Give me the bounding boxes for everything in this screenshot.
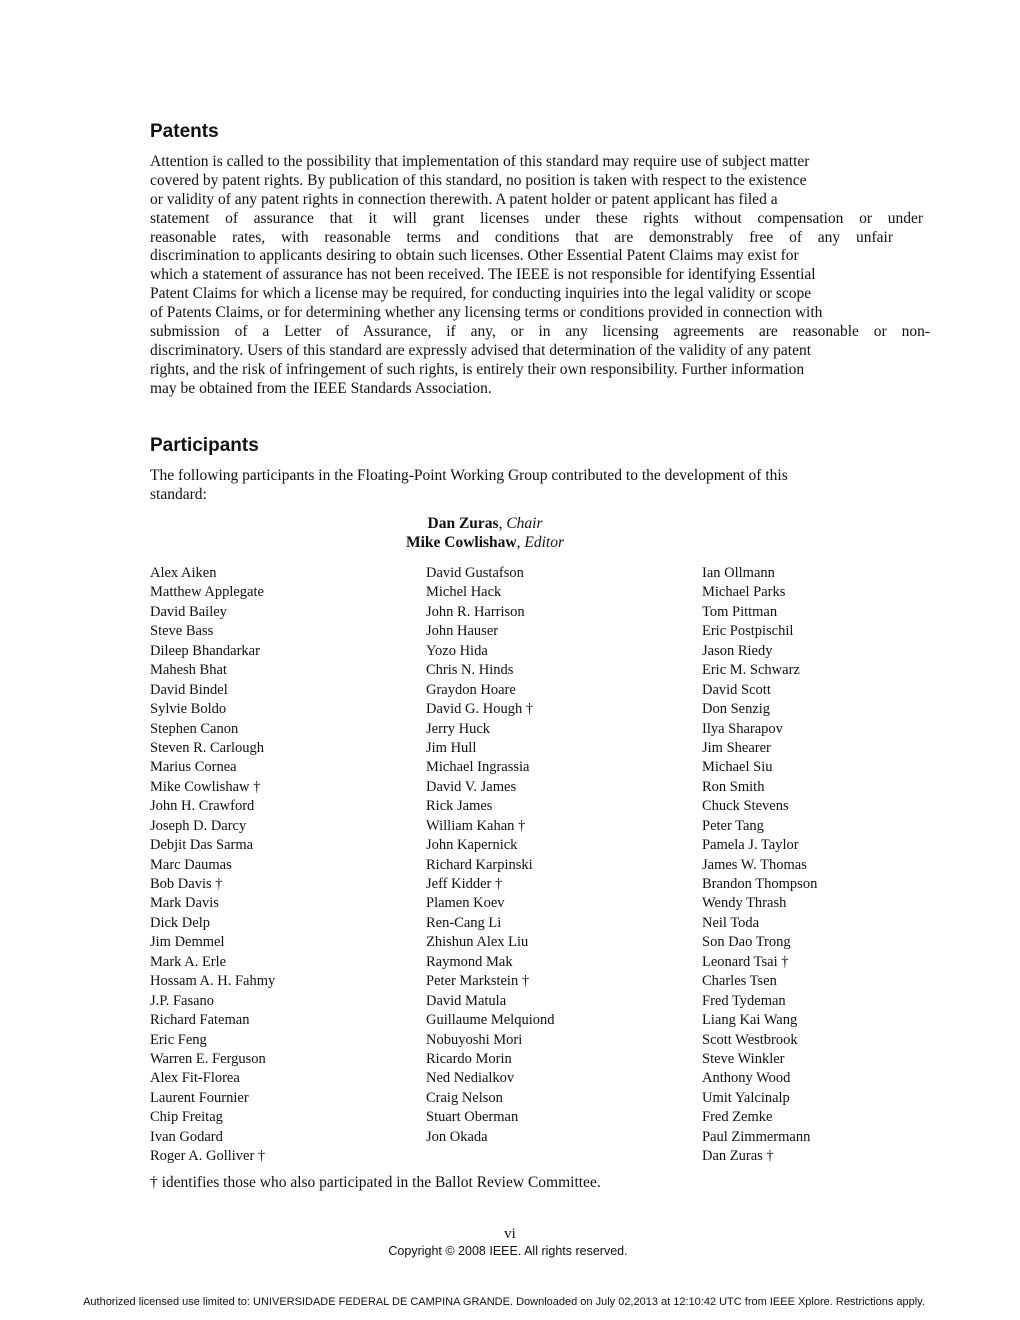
participant-name: Mark Davis	[150, 895, 219, 912]
editor-name: Mike Cowlishaw	[405, 534, 517, 551]
participant-name: Jeff Kidder †	[426, 876, 503, 892]
participant-name: Liang Kai Wang	[702, 1012, 798, 1029]
participant-name: John Hauser	[426, 623, 499, 640]
participant-name: Peter Markstein †	[426, 973, 530, 990]
participant-name: Alex Aiken	[150, 565, 217, 581]
patents-line: Attention is called to the possibility that implementation of this standard may require use of subject matter	[150, 153, 810, 170]
participant-name: Ned Nedialkov	[426, 1070, 515, 1087]
participant-name: Hossam A. H. Fahmy	[150, 973, 276, 990]
participant-name: Neil Toda	[702, 914, 760, 931]
participant-name: Mike Cowlishaw †	[150, 778, 261, 795]
participants-intro-line: The following participants in the Floating-Point Working Group contributed to the development of this	[150, 467, 788, 484]
participant-name: Zhishun Alex Liu	[426, 934, 529, 951]
participant-name: Chip Freitag	[150, 1109, 223, 1126]
participant-name: Stuart Oberman	[426, 1109, 519, 1126]
participant-name: Jon Okada	[426, 1128, 488, 1145]
participant-name: Eric Feng	[150, 1031, 207, 1048]
participant-name: Eric Postpischil	[702, 623, 794, 640]
participant-name: Graydon Hoare	[426, 681, 516, 698]
participant-name: Jim Shearer	[702, 739, 771, 756]
participant-name: John Kapernick	[426, 837, 518, 854]
participant-name: David Gustafson	[426, 565, 524, 581]
participant-name: Ian Ollmann	[702, 565, 775, 581]
participant-name: Fred Tydeman	[702, 992, 786, 1009]
participant-name: Stephen Canon	[150, 720, 239, 737]
participant-name: Sylvie Boldo	[150, 701, 227, 718]
participant-name: David Bindel	[150, 681, 228, 698]
ballot-committee-footnote: † identifies those who also participated in the Ballot Review Committee.	[150, 1174, 601, 1191]
participant-name: Ron Smith	[702, 778, 765, 795]
participant-name: John H. Crawford	[150, 798, 255, 815]
participant-name: Peter Tang	[702, 817, 764, 834]
participant-name: Scott Westbrook	[702, 1031, 798, 1048]
copyright-notice: Copyright © 2008 IEEE. All rights reserved.	[388, 1244, 628, 1258]
participant-name: Dileep Bhandarkar	[150, 642, 260, 659]
participant-name: Jerry Huck	[426, 720, 491, 737]
participant-name: Steven R. Carlough	[150, 739, 264, 756]
participant-name: John R. Harrison	[426, 603, 525, 620]
patents-line: discrimination to applicants desiring to obtain such licenses. Other Essential Patent Claims may exist for	[150, 247, 799, 265]
participant-name: Marius Cornea	[150, 759, 237, 776]
patents-line: submission of a Letter of Assurance, if any, or in any licensing agreements are reasonable or non-	[150, 323, 930, 341]
participant-name: Ilya Sharapov	[702, 720, 783, 737]
participant-name: J.P. Fasano	[150, 992, 215, 1009]
license-notice: Authorized licensed use limited to: UNIVERSIDADE FEDERAL DE CAMPINA GRANDE. Downloaded on July 02,2013 at 12:10:42 UTC from IEEE Xplore. Restrictions apply.	[83, 1296, 925, 1308]
participants-column-1	[150, 564, 275, 1167]
participant-name: Charles Tsen	[702, 973, 777, 990]
participant-name: Richard Fateman	[150, 1012, 250, 1029]
participant-name: Richard Karpinski	[426, 856, 533, 873]
participant-name: Bob Davis †	[150, 876, 223, 892]
participant-name: Don Senzig	[702, 701, 771, 718]
patents-line: may be obtained from the IEEE Standards Association.	[150, 379, 492, 397]
participant-name: Wendy Thrash	[702, 895, 787, 912]
participant-name: David G. Hough †	[426, 701, 534, 718]
patents-line: rights, and the risk of infringement of such rights, is entirely their own responsibility. Further information	[150, 360, 805, 378]
patents-line: or validity of any patent rights in connection therewith. A patent holder or patent applicant has filed a	[150, 190, 778, 208]
participant-name: David Matula	[426, 992, 507, 1009]
participants-intro-line: standard:	[150, 485, 207, 503]
participant-name: Plamen Koev	[426, 895, 505, 912]
participant-name: Mark A. Erle	[150, 953, 227, 970]
participant-name: Michael Siu	[702, 759, 773, 776]
patents-line: discriminatory. Users of this standard are expressly advised that determination of the validity of any patent	[150, 341, 812, 359]
participant-name: Brandon Thompson	[702, 876, 818, 892]
participant-name: Raymond Mak	[426, 953, 513, 970]
page-number: vi	[504, 1226, 516, 1242]
patents-paragraph	[150, 153, 930, 399]
participant-name: Son Dao Trong	[702, 934, 791, 951]
editor-line: Mike Cowlishaw, Editor	[405, 534, 565, 551]
participant-name: Eric M. Schwarz	[702, 662, 800, 679]
participant-name: Rick James	[426, 798, 493, 815]
participant-name: Jim Demmel	[150, 934, 225, 951]
patents-line: reasonable rates, with reasonable terms and conditions that are demonstrably free of any unfair	[150, 228, 893, 246]
chair-line: Dan Zuras, Chair	[427, 515, 543, 532]
patents-heading: Patents	[150, 121, 219, 142]
participant-name: Warren E. Ferguson	[150, 1050, 266, 1067]
participant-name: Yozo Hida	[426, 642, 488, 659]
participant-name: Umit Yalcinalp	[702, 1089, 790, 1106]
chair-name: Dan Zuras	[427, 515, 499, 532]
participant-name: William Kahan †	[426, 817, 526, 834]
participant-name: Steve Bass	[150, 623, 214, 640]
participants-column-2	[426, 564, 554, 1147]
patents-line: of Patents Claims, or for determining whether any licensing terms or conditions provided in connection with	[150, 304, 823, 322]
participants-intro	[150, 467, 788, 505]
patents-line: which a statement of assurance has not been received. The IEEE is not responsible for identifying Essential	[150, 266, 816, 284]
participants-heading: Participants	[150, 435, 259, 456]
participant-name: David Bailey	[150, 603, 227, 620]
patents-line: statement of assurance that it will grant licenses under these rights without compensation or under	[150, 209, 923, 227]
participant-name: Anthony Wood	[702, 1070, 791, 1087]
participant-name: Michael Parks	[702, 584, 786, 601]
patents-line: covered by patent rights. By publication of this standard, no position is taken with respect to the existence	[150, 171, 807, 189]
participant-name: James W. Thomas	[702, 856, 807, 873]
participant-name: Roger A. Golliver †	[150, 1148, 266, 1165]
participant-name: Chris N. Hinds	[426, 662, 514, 679]
participant-name: Laurent Fournier	[150, 1089, 249, 1106]
participant-name: Joseph D. Darcy	[150, 817, 247, 834]
participant-name: David Scott	[702, 681, 771, 698]
working-group-officers	[150, 514, 820, 552]
participant-name: Fred Zemke	[702, 1109, 773, 1126]
participant-name: Ivan Godard	[150, 1128, 223, 1145]
participant-name: Ricardo Morin	[426, 1050, 512, 1067]
participant-name: Pamela J. Taylor	[702, 837, 799, 854]
participant-name: Matthew Applegate	[150, 584, 264, 601]
participant-name: Dan Zuras †	[702, 1148, 774, 1165]
participant-name: Michel Hack	[426, 584, 502, 601]
participant-name: Debjit Das Sarma	[150, 837, 254, 854]
participant-name: Jason Riedy	[702, 642, 773, 659]
participant-name: Paul Zimmermann	[702, 1128, 811, 1145]
participant-name: Craig Nelson	[426, 1089, 503, 1106]
participant-name: Michael Ingrassia	[426, 759, 530, 776]
participant-name: Tom Pittman	[702, 603, 778, 620]
participant-name: Ren-Cang Li	[426, 914, 502, 931]
participant-name: Nobuyoshi Mori	[426, 1031, 523, 1048]
participant-name: Marc Daumas	[150, 856, 232, 873]
participant-name: David V. James	[426, 778, 517, 795]
participant-name: Steve Winkler	[702, 1050, 785, 1067]
participant-name: Alex Fit-Florea	[150, 1070, 240, 1087]
participant-name: Leonard Tsai †	[702, 953, 789, 970]
participant-name: Dick Delp	[150, 914, 210, 931]
participant-name: Chuck Stevens	[702, 798, 789, 815]
participants-column-3	[702, 564, 817, 1167]
participant-name: Guillaume Melquiond	[426, 1012, 555, 1029]
chair-role: Chair	[506, 515, 543, 532]
patents-line: Patent Claims for which a license may be required, for conducting inquiries into the legal validity or scope	[150, 285, 812, 303]
participant-name: Mahesh Bhat	[150, 662, 227, 679]
editor-role: Editor	[524, 534, 565, 551]
participant-name: Jim Hull	[426, 739, 477, 756]
